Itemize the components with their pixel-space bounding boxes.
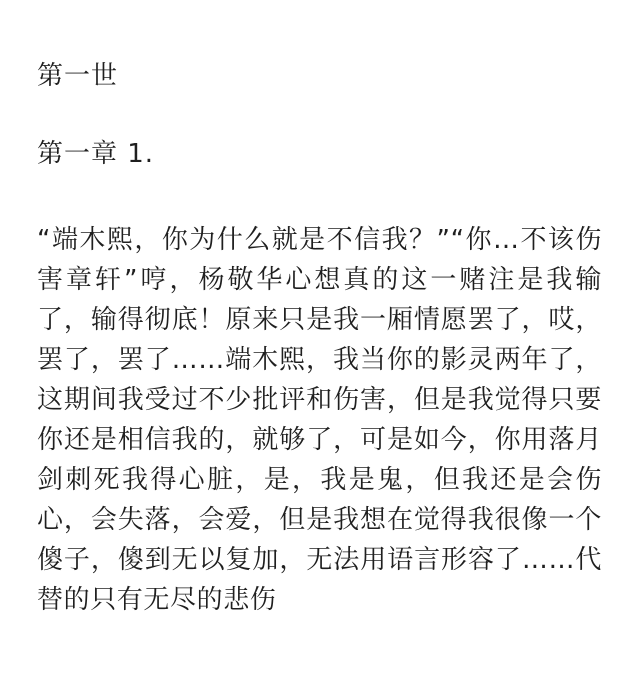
body-paragraph: “端木熙，你为什么就是不信我？”“你…不该伤害章轩”哼，杨敬华心想真的这一赌注是我输了，输得彻底！原来只是我一厢情愿罢了，哎，罢了，罢了……端木熙，我当你的影灵两年了，这期间我受过不少批评和伤害，但是我觉得只要你还是相信我的，就够了，可是如今，你用落月剑刺死我得心脏，是，我是鬼，但我还是会伤心，会失落，会爱，但是我想在觉得我很像一个傻子，傻到无以复加，无法用语言形容了……代替的只有无尽的悲伤 (37, 225, 602, 615)
volume-title: 第一世 (37, 61, 119, 91)
chapter-title: 第一章 1. (37, 139, 155, 169)
